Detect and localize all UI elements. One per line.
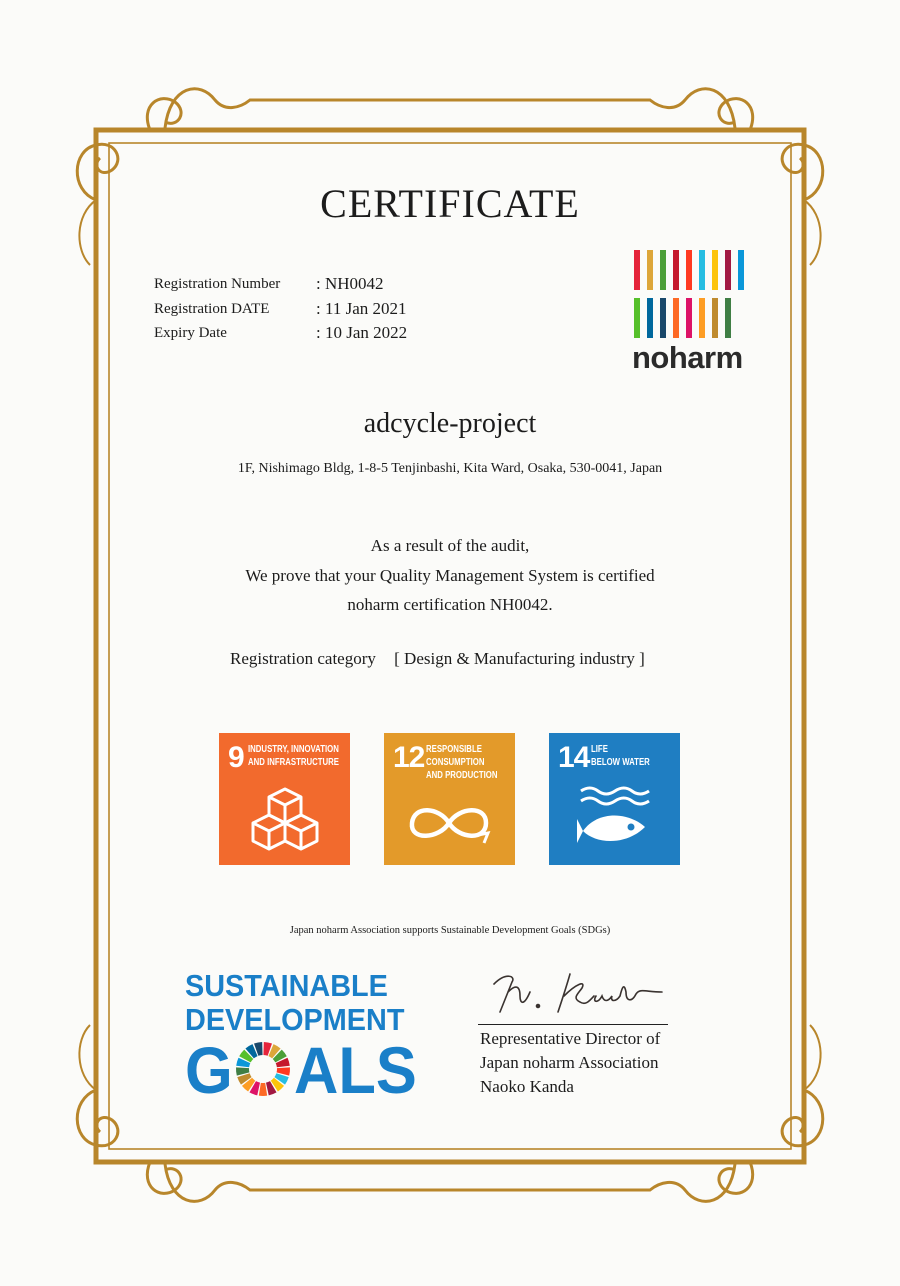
organization-name: adcycle-project [363,408,537,439]
certificate-title: CERTIFICATE [320,181,580,226]
noharm-logo-text: noharm [632,340,743,375]
organization-address: 1F, Nishimago Bldg, 1-8-5 Tenjinbashi, Kita Ward, Osaka, 530-0041, Japan [237,461,663,476]
fish-icon [577,785,653,857]
sdg-goal-number: 12 [393,741,425,774]
statement-line-2: We prove that your Quality Management System is certified [245,566,655,585]
infinity-icon [404,799,494,847]
logo-bar [647,298,653,338]
logo-bar [673,250,679,290]
category-value: [ Design & Manufacturing industry ] [394,649,645,668]
handwritten-signature [486,962,666,1024]
sdg-goal-title: INDUSTRY, INNOVATION AND INFRASTRUCTURE [248,744,340,768]
logo-bar [686,298,692,338]
cubes-icon [249,785,321,857]
sdg-support-statement: Japan noharm Association supports Sustainable Development Goals (SDGs) [289,925,611,936]
logo-bar [647,250,653,290]
statement-line-3: noharm certification NH0042. [347,595,553,614]
noharm-logo-bars [634,250,752,342]
sdg-logo-line-1: SUSTAINABLE [185,968,388,1003]
sdg-goal-14-tile [549,733,680,865]
signatory-name: Naoko Kanda [480,1077,574,1096]
sdg-goal-number: 14 [558,741,590,774]
sdg-logo-goals-als: ALS [294,1033,417,1107]
logo-bar [686,250,692,290]
expiry-date-label: Expiry Date [154,325,227,341]
logo-bar [699,298,705,338]
sdg-goal-number: 9 [228,741,244,774]
registration-category [230,649,645,669]
logo-bar [673,298,679,338]
registration-number-label: Registration Number [154,276,281,292]
sdg-logo-goals-g: G [185,1033,233,1107]
statement-line-1: As a result of the audit, [370,536,530,555]
logo-bar [660,298,666,338]
logo-bar [634,250,640,290]
sdg-goal-9-tile [219,733,350,865]
registration-number-value: : NH0042 [316,274,384,293]
sdg-goal-title: RESPONSIBLE CONSUMPTION AND PRODUCTION [426,744,498,781]
signatory-title-line-1: Representative Director of [480,1029,661,1048]
logo-bar [660,250,666,290]
sdg-logo-line-2: DEVELOPMENT [185,1002,405,1037]
expiry-date-value: : 10 Jan 2022 [316,323,408,342]
wheel-segment [259,1083,267,1096]
logo-bar [725,250,731,290]
logo-bar [712,298,718,338]
signatory-title-line-2: Japan noharm Association [480,1053,659,1072]
logo-bar [712,250,718,290]
registration-date-label: Registration DATE [154,301,270,317]
logo-bar [699,250,705,290]
logo-bar [634,298,640,338]
category-label: Registration category [230,649,376,668]
sdg-goal-title: LIFE BELOW WATER [591,744,650,768]
logo-bar [738,250,744,290]
registration-date-value: : 11 Jan 2021 [316,299,407,318]
sdg-goal-12-tile [384,733,515,865]
signature-line [478,1024,668,1025]
sdg-wheel-icon [234,1040,292,1098]
logo-bar [725,298,731,338]
